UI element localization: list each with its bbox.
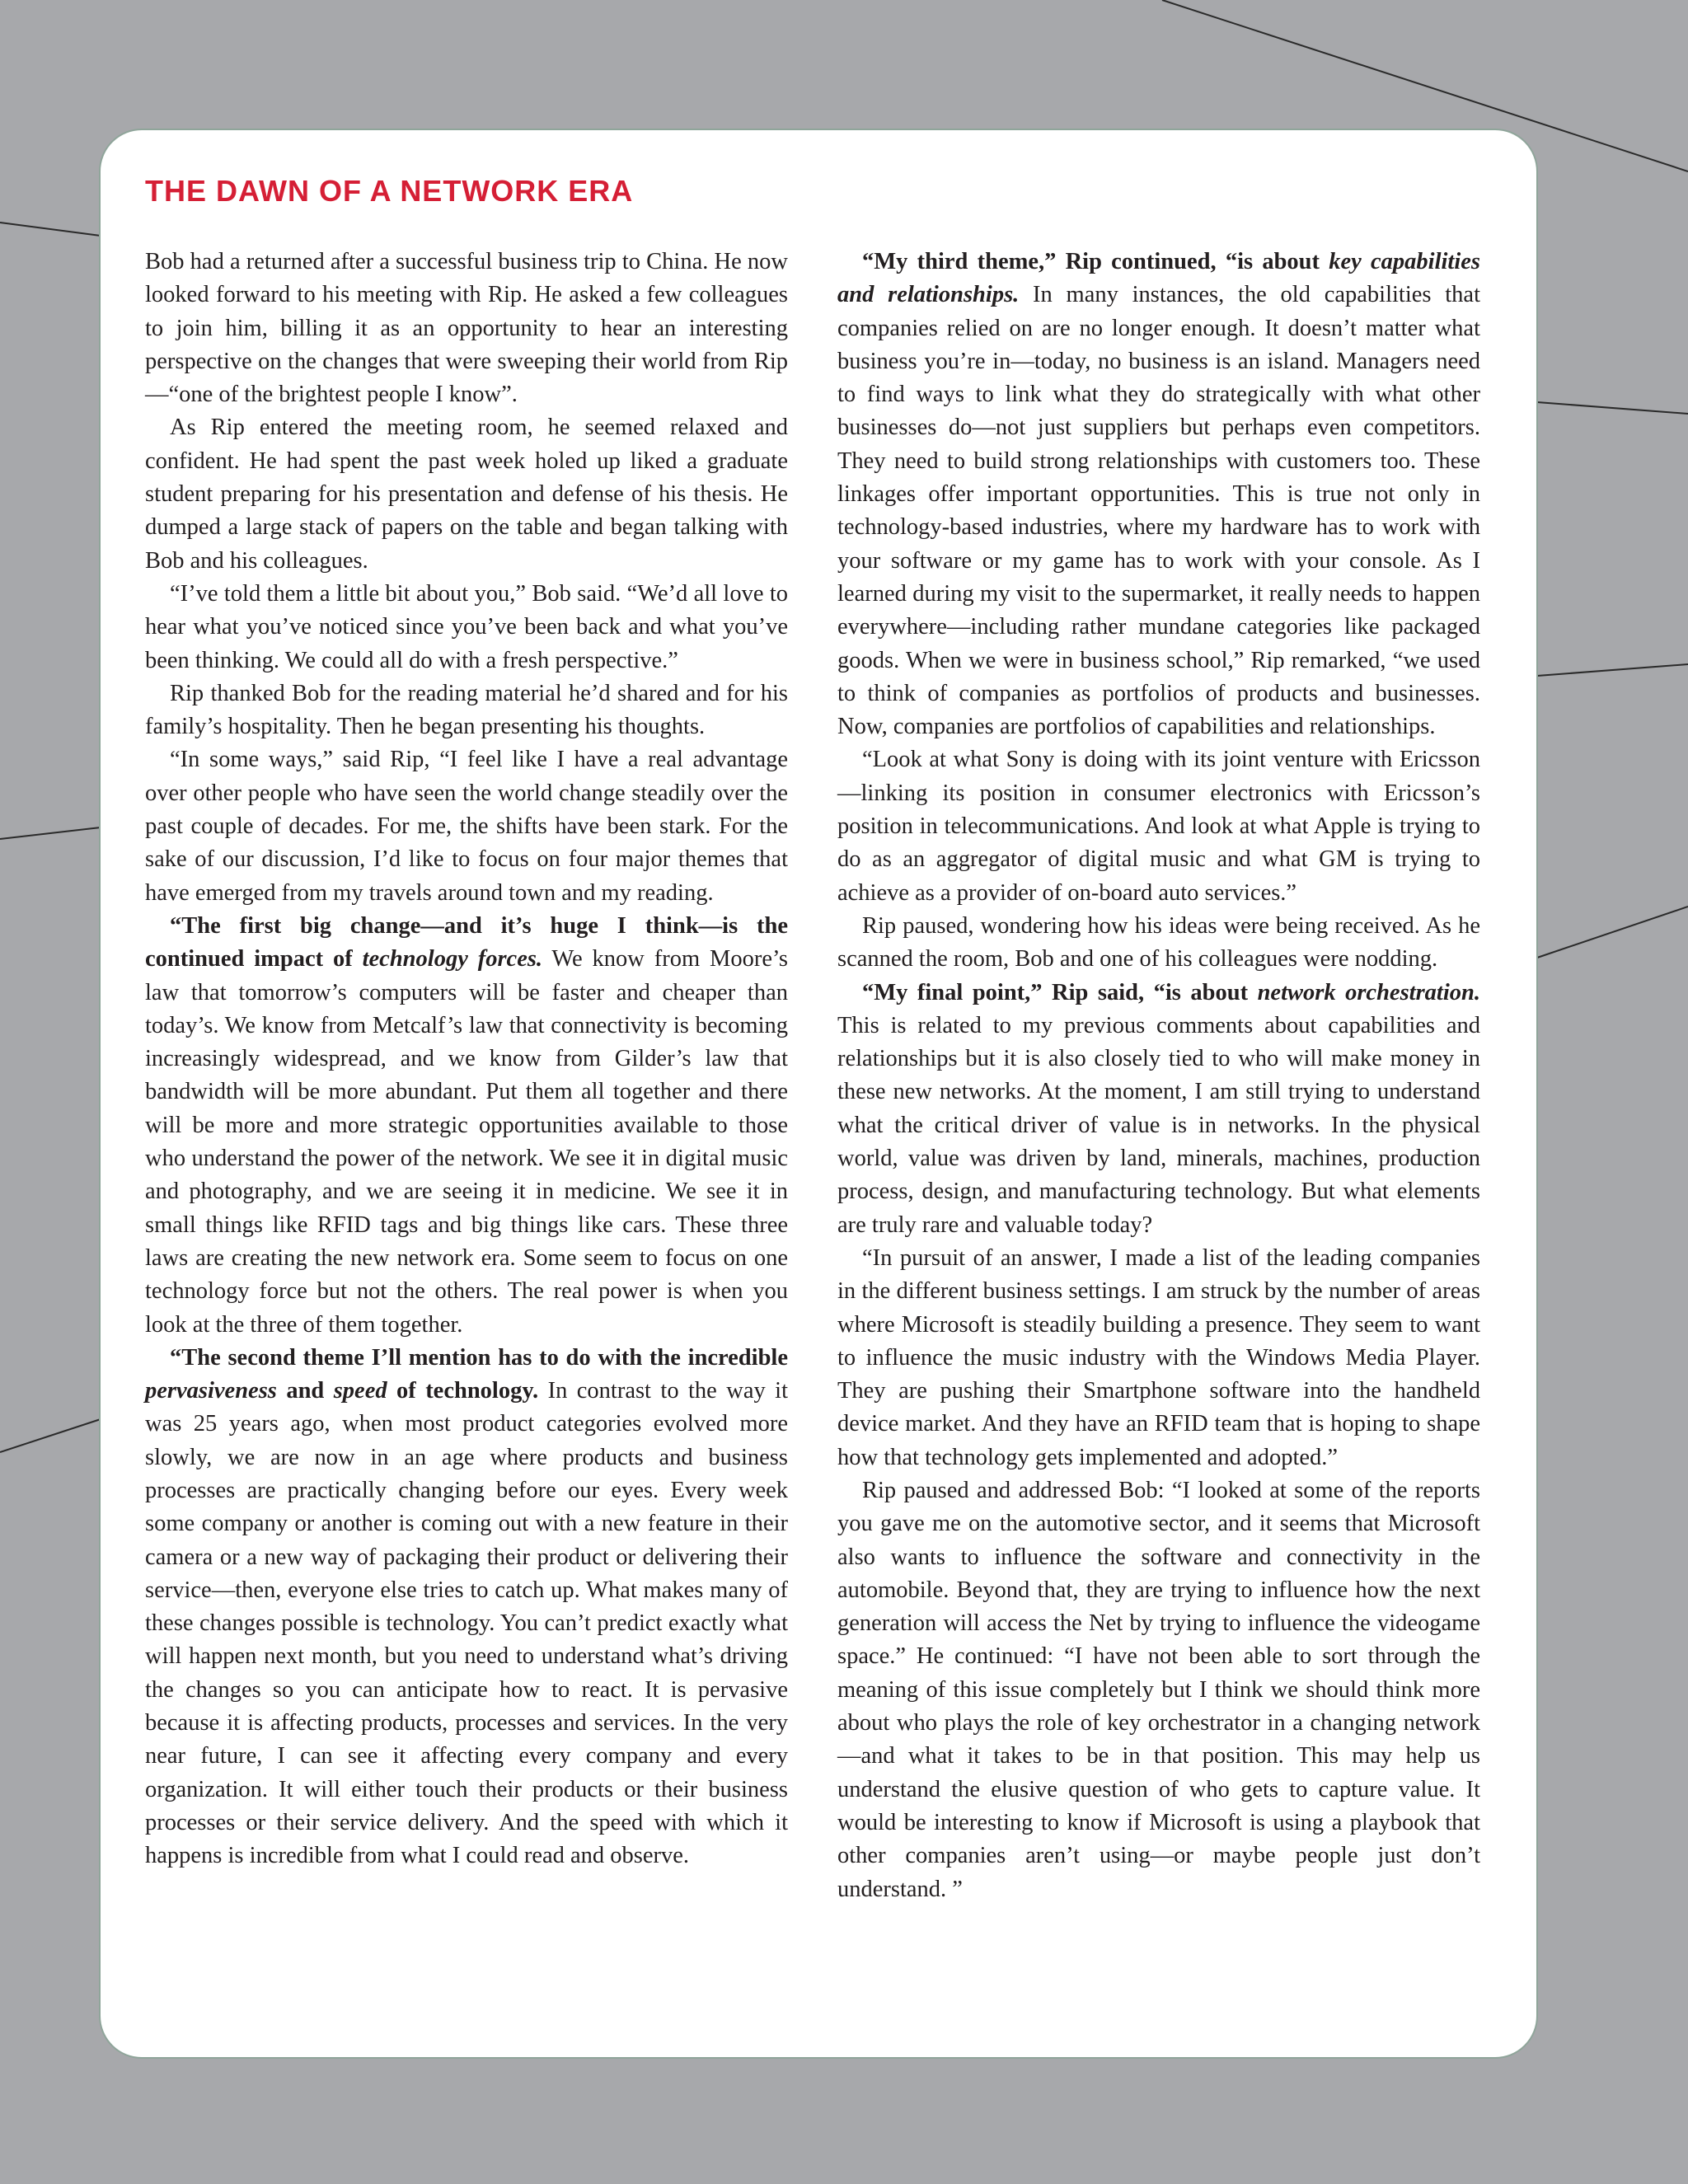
network-line	[1537, 664, 1688, 676]
lead-text: and	[276, 1378, 334, 1404]
paragraph-body: In contrast to the way it was 25 years ago, when most product categories evolved more slowly, we are now in an age where products and business processes are practically changing before our eyes. Every week some company or another is coming out with a new feature in their camera or a new way of packaging their product or delivering their service—then, everyone else tries to catch up. What makes many of these changes possible is technology. You can’t predict exactly what will happen next month, but you need to understand what’s driving the changes so you can anticipate how to react. It is pervasive because it is affecting products, processes and services. In the very near future, I can see it affecting every company and every organization. It will either touch their products or their business processes or their service delivery. And the speed with which it happens is incredible from what I could read and observe.	[145, 1378, 788, 1869]
paragraph: Bob had a returned after a successful business trip to China. He now looked forward to his meeting with Rip. He asked a few colleagues to join him, billing it as an opportunity to hear an interesting perspective on the changes that were sweeping their world from Rip—“one of the brightest people I know”.	[145, 249, 788, 408]
network-line	[1537, 907, 1688, 958]
lead-text: “My third theme,” Rip continued, “is about	[862, 249, 1329, 274]
paragraph: Rip paused, wondering how his ideas were being received. As he scanned the room, Bob and one of his colleagues were nodding.	[837, 912, 1480, 972]
network-line	[0, 223, 101, 236]
network-line	[0, 827, 101, 839]
paragraph-body: This is related to my previous comments about capabilities and relationships but it is also closely tied to who will make money in these new networks. At the moment, I am still trying to understand what the critical driver of value is in networks. In the physical world, value was driven by land, minerals, machines, production process, design, and manufacturing technology. But what elements are truly rare and valuable today?	[837, 1012, 1480, 1238]
paragraph-final-point	[837, 977, 1480, 1242]
left-column	[145, 246, 788, 1873]
lead-emphasis: key capabilities and relationships.	[837, 249, 1481, 308]
lead-emphasis: technology forces.	[362, 946, 543, 972]
lead-in	[862, 980, 1480, 1005]
paragraph: “In some ways,” said Rip, “I feel like I have a real advantage over other people who have seen the world change steadily over the past couple of decades. For me, the shifts have been stark. For the sake of our discussion, I’d like to focus on four major themes that have emerged from my travels around town and my reading.	[145, 747, 788, 906]
paragraph: Rip paused and addressed Bob: “I looked at some of the reports you gave me on the automotive sector, and it seems that Microsoft also wants to influence the software and connectivity in the automobile. Beyond that, they are trying to influence how the next generation will access the Net by trying to influence the videogame space.” He continued: “I have not been able to sort through the meaning of this issue completely but I think we should think more about who plays the role of key orchestrator in a changing network—and what it takes to be in that position. This may help us understand the elusive question of who gets to capture value. It would be interesting to know if Microsoft is using a playbook that other companies aren’t using—or maybe people just don’t understand. ”	[837, 1477, 1480, 1902]
right-column	[837, 246, 1480, 1906]
paragraph: “In pursuit of an answer, I made a list of the leading companies in the different business settings. I am struck by the number of areas where Microsoft is steadily building a presence. They seem to want to influence the music industry with the Windows Media Player. They are pushing their Smartphone software into the handheld device market. And they have an RFID team that is hoping to shape how that technology gets implemented and adopted.”	[837, 1244, 1480, 1470]
lead-text: “My final point,” Rip said, “is about	[862, 979, 1258, 1005]
lead-emphasis: pervasiveness	[145, 1378, 277, 1404]
lead-text: of technology.	[387, 1378, 539, 1404]
lead-text: “The first big change—and it’s huge I think—is the continued impact of	[145, 912, 788, 972]
paragraph: “I’ve told them a little bit about you,” Bob said. “We’d all love to hear what you’ve noticed since you’ve been back and what you’ve been thinking. We could all do with a fresh perspective.”	[145, 580, 788, 673]
paragraph-body: We know from Moore’s law that tomorrow’s computers will be faster and cheaper than today’s. We know from Metcalf’s law that connectivity is becoming increasingly widespread, and we know from Gilder’s law that bandwidth will be more abundant. Put them all together and there will be more and more strategic opportunities available to those who understand the power of the network. We see it in digital music and photography, and we are seeing it in medicine. We see it in small things like RFID tags and big things like cars. These three laws are creating the new network era. Some seem to focus on one technology force but not the others. The real power is when you look at the three of them together.	[145, 946, 788, 1338]
lead-emphasis: speed	[333, 1378, 387, 1404]
paragraph: “Look at what Sony is doing with its joint venture with Ericsson—linking its position in consumer electronics with Ericsson’s position in telecommunications. And look at what Apple is trying to do as an aggregator of digital music and what GM is trying to achieve as a provider of on-board auto services.”	[837, 747, 1480, 906]
paragraph: As Rip entered the meeting room, he seemed relaxed and confident. He had spent the past week holed up liked a graduate student preparing for his presentation and defense of his thesis. He dumped a large stack of papers on the table and began talking with Bob and his colleagues.	[145, 415, 788, 574]
lead-emphasis: network orchestration.	[1257, 979, 1480, 1005]
paragraph-body: In many instances, the old capabilities that companies relied on are no longer enough. It doesn’t matter what business you’re in—today, no business is an island. Managers need to find ways to link what they do strategically with what other businesses do—not just suppliers but perhaps even competitors. They need to build strong relationships with customers too. These linkages offer important opportunities. This is true not only in technology-based industries, where my hardware has to work with your software or my game has to work with your console. As I learned during my visit to the supermarket, it really needs to happen everywhere—including rather mundane categories like packaged goods. When we were in business school,” Rip remarked, “we used to think of companies as portfolios of products and businesses. Now, companies are portfolios of capabilities and relationships.	[837, 282, 1480, 740]
network-line	[0, 1419, 101, 1452]
paragraph-first-theme	[145, 910, 788, 1342]
network-line	[1537, 402, 1688, 414]
section-heading: THE DAWN OF A NETWORK ERA	[145, 174, 634, 208]
paragraph-third-theme	[837, 246, 1480, 743]
lead-text: “The second theme I’ll mention has to do with the incredible	[170, 1344, 788, 1371]
paragraph: Rip thanked Bob for the reading material he’d shared and for his family’s hospitality. Then he began presenting his thoughts.	[145, 680, 788, 740]
paragraph-second-theme	[145, 1342, 788, 1873]
